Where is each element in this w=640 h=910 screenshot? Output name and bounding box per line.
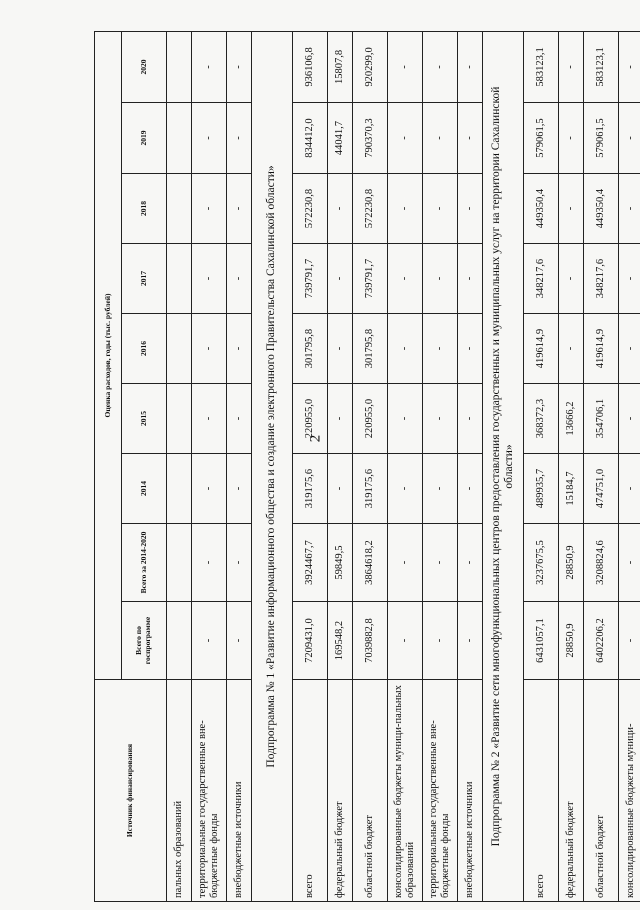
value-cell: - [328, 244, 353, 314]
value-cell: - [388, 31, 423, 102]
value-cell: - [388, 524, 423, 602]
value-cell: 3237675,5 [524, 524, 559, 602]
value-cell [167, 314, 192, 384]
column-header: 2016 [122, 314, 167, 384]
value-cell: - [192, 31, 227, 102]
table-row [293, 31, 328, 901]
value-cell: - [227, 314, 252, 384]
value-cell: 28850,9 [559, 524, 584, 602]
value-cell: - [423, 602, 458, 680]
value-cell: 790370,3 [353, 103, 388, 174]
value-cell: - [423, 31, 458, 102]
value-cell: - [328, 384, 353, 454]
value-cell: 572230,8 [293, 174, 328, 244]
value-cell: - [619, 31, 640, 102]
value-cell: 348217,6 [584, 244, 619, 314]
value-cell: 44041,7 [328, 103, 353, 174]
value-cell: 7039882,8 [353, 602, 388, 680]
source-cell: федеральный бюджет [328, 680, 353, 902]
value-cell: - [227, 31, 252, 102]
value-cell [167, 103, 192, 174]
value-cell: - [192, 244, 227, 314]
value-cell: 348217,6 [524, 244, 559, 314]
source-cell: всего [293, 680, 328, 902]
value-cell: - [619, 454, 640, 524]
value-cell: - [559, 31, 584, 102]
value-cell: - [227, 524, 252, 602]
value-cell: 319175,6 [353, 454, 388, 524]
value-cell: - [192, 103, 227, 174]
value-cell: 368372,3 [524, 384, 559, 454]
value-cell: 220955,0 [353, 384, 388, 454]
source-cell: внебюджетные источники [227, 680, 252, 902]
value-cell: 3208824,6 [584, 524, 619, 602]
value-cell: - [227, 602, 252, 680]
value-cell: - [423, 384, 458, 454]
value-cell: - [458, 602, 483, 680]
table-row [388, 31, 423, 901]
value-cell: 220955,0 [293, 384, 328, 454]
table-row [423, 31, 458, 901]
value-cell: 13666,2 [559, 384, 584, 454]
value-cell: 583123,1 [524, 31, 559, 102]
value-cell: 936106,8 [293, 31, 328, 102]
value-cell: - [388, 103, 423, 174]
value-cell: - [227, 103, 252, 174]
value-cell: - [458, 103, 483, 174]
value-cell: - [559, 314, 584, 384]
value-cell: - [388, 454, 423, 524]
value-cell: - [192, 314, 227, 384]
value-cell: 920299,0 [353, 31, 388, 102]
value-cell: - [458, 384, 483, 454]
value-cell [167, 384, 192, 454]
value-cell: - [423, 244, 458, 314]
table-row [167, 31, 192, 901]
source-cell: пальных образований [167, 680, 192, 902]
column-header: 2015 [122, 384, 167, 454]
value-cell: - [423, 103, 458, 174]
value-cell: 579061,5 [584, 103, 619, 174]
value-cell: - [619, 602, 640, 680]
value-cell: - [328, 174, 353, 244]
value-cell: - [619, 174, 640, 244]
value-cell [167, 31, 192, 102]
value-cell: - [619, 244, 640, 314]
value-cell: 7209431,0 [293, 602, 328, 680]
value-cell: 739791,7 [293, 244, 328, 314]
source-cell: территориальные государственные вне-бюджетные фонды [423, 680, 458, 902]
value-cell: - [423, 524, 458, 602]
value-cell: - [192, 384, 227, 454]
value-cell: - [227, 384, 252, 454]
value-cell: - [559, 103, 584, 174]
column-header: 2020 [122, 31, 167, 102]
value-cell: 834412,0 [293, 103, 328, 174]
page-number: 2 [307, 434, 324, 443]
table-row [227, 31, 252, 901]
value-cell: - [619, 524, 640, 602]
value-cell: 449350,4 [584, 174, 619, 244]
column-header: 2014 [122, 454, 167, 524]
rotated-table-frame [94, 32, 639, 902]
value-cell: - [619, 384, 640, 454]
value-cell: 169548,2 [328, 602, 353, 680]
value-cell: - [328, 314, 353, 384]
value-cell: - [227, 174, 252, 244]
table-row [559, 31, 584, 901]
table-row [458, 31, 483, 901]
value-cell: - [423, 314, 458, 384]
value-cell: 583123,1 [584, 31, 619, 102]
value-cell [167, 524, 192, 602]
financing-table [94, 31, 640, 902]
column-header: 2019 [122, 103, 167, 174]
value-cell: - [458, 244, 483, 314]
value-cell: 572230,8 [353, 174, 388, 244]
value-cell: 6431057,1 [524, 602, 559, 680]
value-cell: - [388, 602, 423, 680]
table-row [584, 31, 619, 901]
value-cell: - [227, 454, 252, 524]
value-cell: - [619, 314, 640, 384]
value-cell: - [458, 524, 483, 602]
value-cell: 6402206,2 [584, 602, 619, 680]
header-row-1 [95, 31, 122, 901]
table-row [328, 31, 353, 901]
value-cell: - [559, 244, 584, 314]
source-cell: внебюджетные источники [458, 680, 483, 902]
value-cell: 3864618,2 [353, 524, 388, 602]
subprogram-title: Подпрограмма № 2 «Развитие сети многофункциональных центров предоставления государственных и муниципальных услуг на территории Сахалинской области» [483, 31, 524, 901]
value-cell: 59849,5 [328, 524, 353, 602]
value-cell: - [458, 314, 483, 384]
subprogram-title-row [483, 31, 524, 901]
subprogram-title: Подпрограмма № 1 «Развитие информационного общества и создание электронного Правительства Сахалинской области» [252, 31, 293, 901]
value-cell: 419614,9 [524, 314, 559, 384]
value-cell: - [328, 454, 353, 524]
value-cell: - [559, 174, 584, 244]
value-cell: - [388, 384, 423, 454]
value-cell: 474751,0 [584, 454, 619, 524]
value-cell: 15184,7 [559, 454, 584, 524]
value-cell: - [458, 31, 483, 102]
value-cell: - [227, 244, 252, 314]
value-cell: - [388, 244, 423, 314]
value-cell: 15807,8 [328, 31, 353, 102]
value-cell: 301795,8 [353, 314, 388, 384]
column-header: 2018 [122, 174, 167, 244]
value-cell: - [192, 524, 227, 602]
source-cell: консолидированные бюджеты муници- [619, 680, 640, 902]
estimate-group-header: Оценка расходов, годы (тыс. рублей) [95, 31, 122, 679]
value-cell: - [423, 174, 458, 244]
source-cell: областной бюджет [353, 680, 388, 902]
value-cell: 319175,6 [293, 454, 328, 524]
value-cell [167, 602, 192, 680]
table-row [192, 31, 227, 901]
value-cell: 489935,7 [524, 454, 559, 524]
table-body [167, 31, 640, 901]
value-cell: 3924467,7 [293, 524, 328, 602]
value-cell [167, 454, 192, 524]
value-cell: 28850,9 [559, 602, 584, 680]
source-cell: консолидированные бюджеты муници-пальных образований [388, 680, 423, 902]
value-cell: - [192, 174, 227, 244]
value-cell: 301795,8 [293, 314, 328, 384]
value-cell: 739791,7 [353, 244, 388, 314]
value-cell: - [388, 314, 423, 384]
source-cell: всего [524, 680, 559, 902]
value-cell: - [423, 454, 458, 524]
value-cell [167, 244, 192, 314]
column-header: Всего по госпрограмме [122, 602, 167, 680]
source-column-header: Источник финансирования [95, 680, 167, 902]
source-cell: федеральный бюджет [559, 680, 584, 902]
value-cell: - [458, 174, 483, 244]
subprogram-title-row [252, 31, 293, 901]
value-cell: 579061,5 [524, 103, 559, 174]
value-cell: - [192, 454, 227, 524]
value-cell [167, 174, 192, 244]
value-cell: 354706,1 [584, 384, 619, 454]
source-cell: областной бюджет [584, 680, 619, 902]
table-row [524, 31, 559, 901]
value-cell: - [388, 174, 423, 244]
source-cell: территориальные государственные вне-бюджетные фонды [192, 680, 227, 902]
column-header: 2017 [122, 244, 167, 314]
value-cell: 449350,4 [524, 174, 559, 244]
value-cell: 419614,9 [584, 314, 619, 384]
column-header: Всего за 2014-2020 [122, 524, 167, 602]
table-row [619, 31, 640, 901]
value-cell: - [458, 454, 483, 524]
table-row [353, 31, 388, 901]
value-cell: - [619, 103, 640, 174]
value-cell: - [192, 602, 227, 680]
